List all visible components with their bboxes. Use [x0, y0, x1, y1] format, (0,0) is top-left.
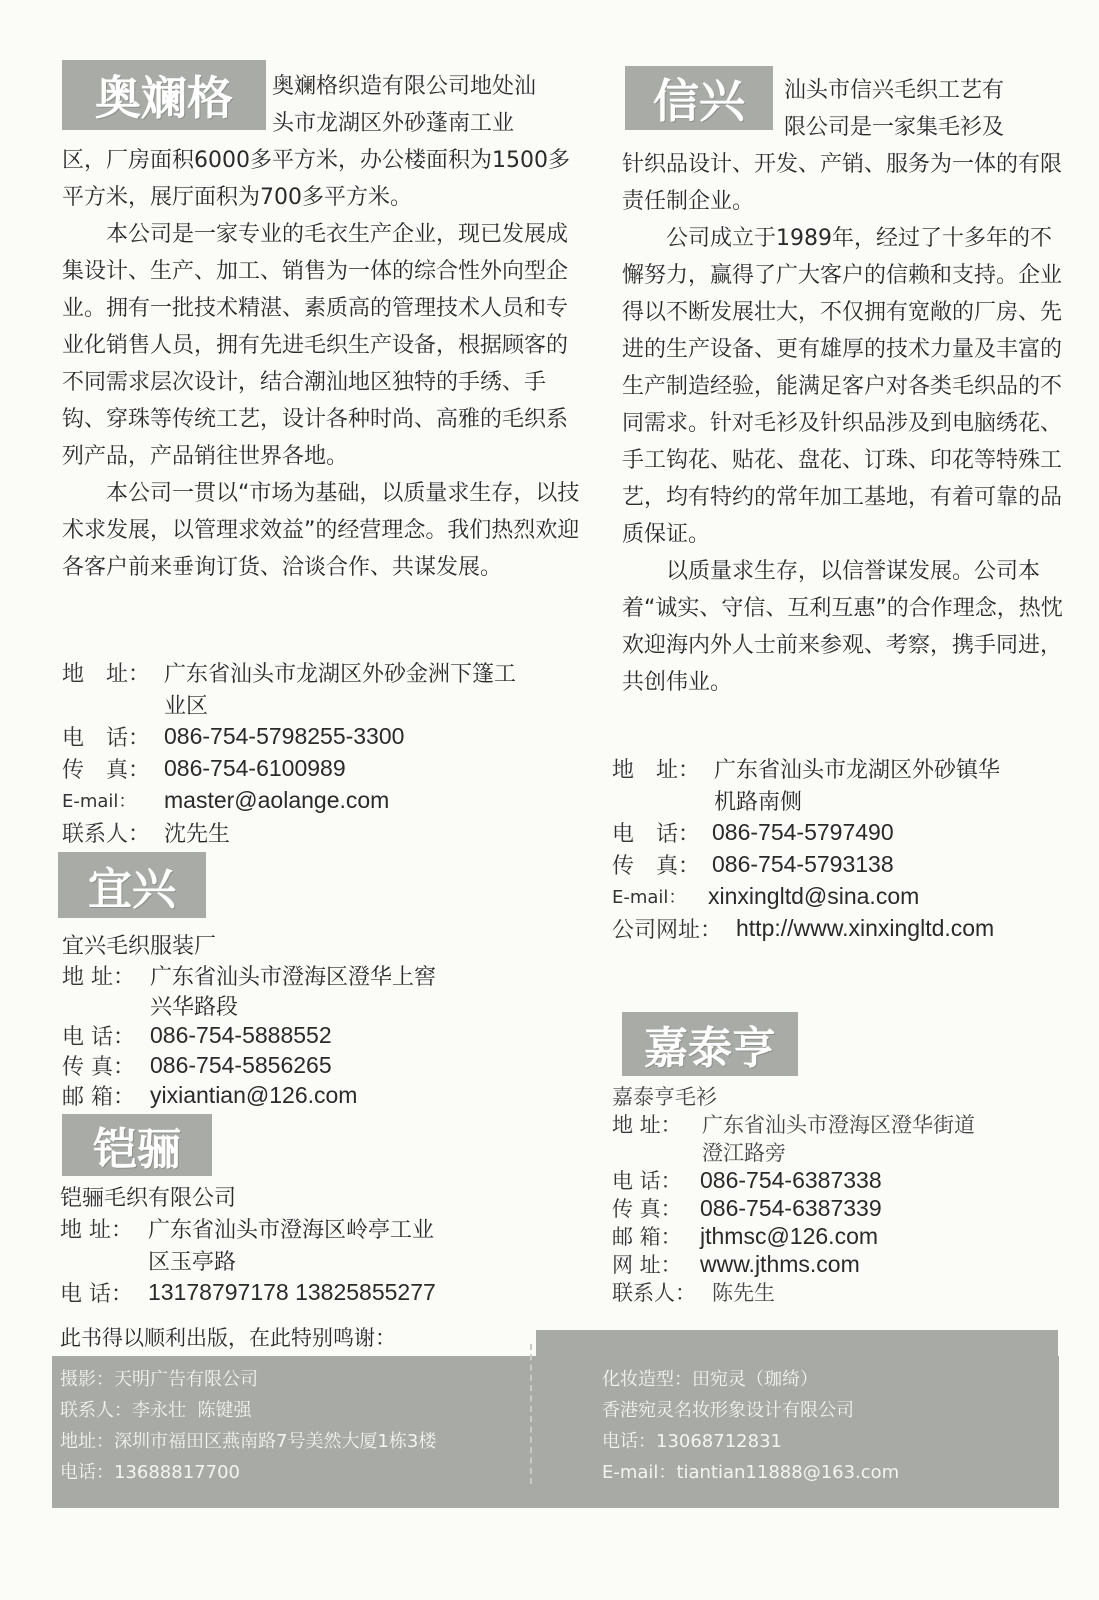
yixing-fax-label: 传 真：	[62, 1054, 135, 1080]
aolange-para3: 本公司一贯以“市场为基础，以质量求生存，以技术求发展，以管理求效益”的经营理念。我们热烈欢迎各客户前来垂询订货、洽谈合作、共谋发展。	[62, 481, 580, 580]
aolange-contact: 沈先生	[164, 821, 231, 847]
aolange-addr-2: 业区	[164, 693, 209, 719]
yixing-mail[interactable]: yixiantian@126.com	[150, 1081, 358, 1108]
thanks-right-row	[602, 1426, 899, 1457]
jiataiheng-mail[interactable]: jthmsc@126.com	[700, 1222, 879, 1249]
thanks-right-row	[602, 1457, 899, 1488]
xinxing-tel: 086-754-5797490	[712, 818, 894, 845]
thanks-left-row	[60, 1364, 436, 1395]
xinxing-addr-2: 机路南侧	[714, 789, 803, 815]
aolange-banner	[62, 60, 266, 130]
jiataiheng-banner	[622, 1012, 798, 1076]
yixing-addr-1: 广东省汕头市澄海区澄华上窖	[150, 964, 437, 990]
aolange-fax-label: 传 真：	[62, 757, 151, 783]
aolange-addr-label: 地 址：	[62, 661, 151, 687]
aolange-tel-label: 电 话：	[62, 725, 151, 751]
xinxing-addr-label: 地 址：	[612, 757, 701, 783]
thanks-title: 此书得以顺利出版，在此特别鸣谢：	[60, 1326, 396, 1350]
jiataiheng-banner-text: 嘉泰亨	[644, 1023, 776, 1074]
xinxing-para3: 以质量求生存，以信誉谋发展。公司本着“诚实、守信、互利互惠”的合作理念，热忱欢迎海内外人士前来参观、考察，携手同进，共创伟业。	[622, 559, 1063, 695]
xinxing-fax: 086-754-5793138	[712, 850, 894, 877]
xinxing-email-label: E-mail：	[612, 887, 687, 908]
xinxing-email[interactable]: xinxingltd@sina.com	[708, 882, 920, 909]
kaili-addr-label: 地 址：	[60, 1217, 133, 1243]
kaili-tel: 13178797178 13825855277	[148, 1278, 436, 1305]
jiataiheng-tel-label: 电 话：	[612, 1169, 682, 1193]
xinxing-tel-label: 电 话：	[612, 821, 701, 847]
jiataiheng-contact: 陈先生	[712, 1281, 775, 1305]
thanks-left-column	[60, 1364, 436, 1488]
kaili-contact-info	[60, 1180, 560, 1308]
thanks-value[interactable]: tiantian11888@163.com	[676, 1462, 900, 1483]
thanks-left-row	[60, 1426, 436, 1457]
aolange-intro-head	[272, 68, 582, 142]
xinxing-intro-rest: 针织品设计、开发、产销、服务为一体的有限责任制企业。	[622, 152, 1063, 214]
jiataiheng-addr-label: 地 址：	[612, 1113, 682, 1137]
thanks-label: 摄影：	[60, 1369, 114, 1390]
jiataiheng-name: 嘉泰亨毛衫	[612, 1085, 717, 1109]
jiataiheng-mail-label: 邮 箱：	[612, 1225, 682, 1249]
aolange-intro-line2: 头市龙湖区外砂蓬南工业	[272, 111, 515, 136]
jiataiheng-addr-2: 澄江路旁	[702, 1141, 786, 1165]
xinxing-banner-text: 信兴	[653, 74, 745, 128]
thanks-label: E-mail：	[602, 1462, 677, 1483]
thanks-right-row	[602, 1364, 899, 1395]
kaili-addr-2: 区玉亭路	[148, 1249, 237, 1275]
xinxing-banner	[625, 66, 773, 130]
thanks-value: 田宛灵（珈绮）	[692, 1369, 818, 1390]
xinxing-body	[622, 146, 1072, 701]
jiataiheng-addr-1: 广东省汕头市澄海区澄华街道	[702, 1113, 975, 1137]
yixing-mail-label: 邮 箱：	[62, 1084, 135, 1110]
thanks-right-row	[602, 1395, 899, 1426]
xinxing-addr-1: 广东省汕头市龙湖区外砂镇华	[714, 757, 1001, 783]
xinxing-web-label: 公司网址：	[612, 917, 723, 943]
kaili-banner-text: 铠骊	[93, 1124, 181, 1175]
aolange-body	[62, 142, 584, 586]
thanks-left-row	[60, 1395, 436, 1426]
thanks-label: 电话：	[602, 1431, 656, 1452]
thanks-divider	[530, 1344, 532, 1484]
jiataiheng-web[interactable]: www.jthms.com	[700, 1250, 860, 1277]
xinxing-para2: 公司成立于1989年，经过了十多年的不懈努力，赢得了广大客户的信赖和支持。企业得以不断发展壮大，不仅拥有宽敞的厂房、先进的生产设备、更有雄厚的技术力量及丰富的生产制造经验，能满足客户对各类毛织品的不同需求。针对毛衫及针织品涉及到电脑绣花、手工钩花、贴花、盘花、订珠、印花等特殊工艺，均有特约的常年加工基地，有着可靠的品质保证。	[622, 226, 1063, 547]
aolange-contact-info	[62, 656, 587, 848]
aolange-email[interactable]: master@aolange.com	[164, 786, 390, 813]
thanks-label: 联系人：	[60, 1400, 132, 1421]
jiataiheng-contact-label: 联系人：	[612, 1281, 696, 1305]
aolange-fax: 086-754-6100989	[164, 754, 346, 781]
xinxing-intro-head	[784, 72, 1074, 146]
thanks-value: 深圳市福田区燕南路7号美然大厦1栋3楼	[114, 1431, 437, 1452]
thanks-label: 化妆造型：	[602, 1369, 692, 1390]
thanks-box	[52, 1356, 1059, 1508]
kaili-name: 铠骊毛织有限公司	[60, 1185, 237, 1211]
jiataiheng-fax-label: 传 真：	[612, 1197, 682, 1221]
yixing-addr-2: 兴华路段	[150, 994, 239, 1020]
yixing-tel: 086-754-5888552	[150, 1021, 332, 1048]
thanks-right-column	[602, 1364, 899, 1488]
thanks-value: 香港宛灵名妆形象设计有限公司	[602, 1400, 854, 1421]
yixing-tel-label: 电 话：	[62, 1024, 135, 1050]
yixing-contact-info	[62, 928, 562, 1110]
thanks-label: 电话：	[60, 1462, 114, 1483]
xinxing-intro-line1: 汕头市信兴毛织工艺有	[784, 78, 1005, 103]
aolange-tel: 086-754-5798255-3300	[164, 722, 405, 749]
xinxing-web[interactable]: http://www.xinxingltd.com	[736, 914, 995, 941]
jiataiheng-tel: 086-754-6387338	[700, 1166, 882, 1193]
kaili-banner	[62, 1114, 212, 1176]
aolange-contact-label: 联系人：	[62, 821, 151, 847]
yixing-fax: 086-754-5856265	[150, 1051, 332, 1078]
yixing-name: 宜兴毛织服装厂	[62, 933, 217, 959]
thanks-value: 李永壮 陈键强	[132, 1400, 252, 1421]
thanks-tab	[536, 1330, 1058, 1356]
kaili-tel-label: 电 话：	[60, 1281, 133, 1307]
aolange-addr-1: 广东省汕头市龙湖区外砂金洲下篷工	[164, 661, 517, 687]
yixing-banner-text: 宜兴	[88, 864, 176, 915]
kaili-addr-1: 广东省汕头市澄海区岭亭工业	[148, 1217, 435, 1243]
thanks-left-row	[60, 1457, 436, 1488]
thanks-label: 地址：	[60, 1431, 114, 1452]
aolange-intro-line1: 奥斓格织造有限公司地处汕	[272, 74, 537, 99]
xinxing-intro-line2: 限公司是一家集毛衫及	[784, 115, 1005, 140]
aolange-intro-rest: 区，厂房面积6000多平方米，办公楼面积为1500多平方米，展厅面积为700多平方米。	[62, 148, 570, 210]
xinxing-contact-info	[612, 752, 1082, 944]
yixing-banner	[58, 852, 206, 918]
aolange-para2: 本公司是一家专业的毛衣生产企业，现已发展成集设计、生产、加工、销售为一体的综合性外向型企业。拥有一批技术精湛、素质高的管理技术人员和专业化销售人员，拥有先进毛织生产设备，根据顾客的不同需求层次设计，结合潮汕地区独特的手绣、手钩、穿珠等传统工艺，设计各种时尚、高雅的毛织系列产品，产品销往世界各地。	[62, 222, 569, 469]
thanks-value: 13068712831	[656, 1431, 782, 1452]
thanks-value: 13688817700	[114, 1462, 240, 1483]
aolange-email-label: E-mail：	[62, 791, 137, 812]
jiataiheng-fax: 086-754-6387339	[700, 1194, 882, 1221]
aolange-banner-text: 奥斓格	[95, 71, 233, 125]
yixing-addr-label: 地 址：	[62, 964, 135, 990]
thanks-value: 天明广告有限公司	[114, 1369, 258, 1390]
xinxing-fax-label: 传 真：	[612, 853, 701, 879]
jiataiheng-web-label: 网 址：	[612, 1253, 682, 1277]
jiataiheng-contact-info	[612, 1082, 1072, 1306]
